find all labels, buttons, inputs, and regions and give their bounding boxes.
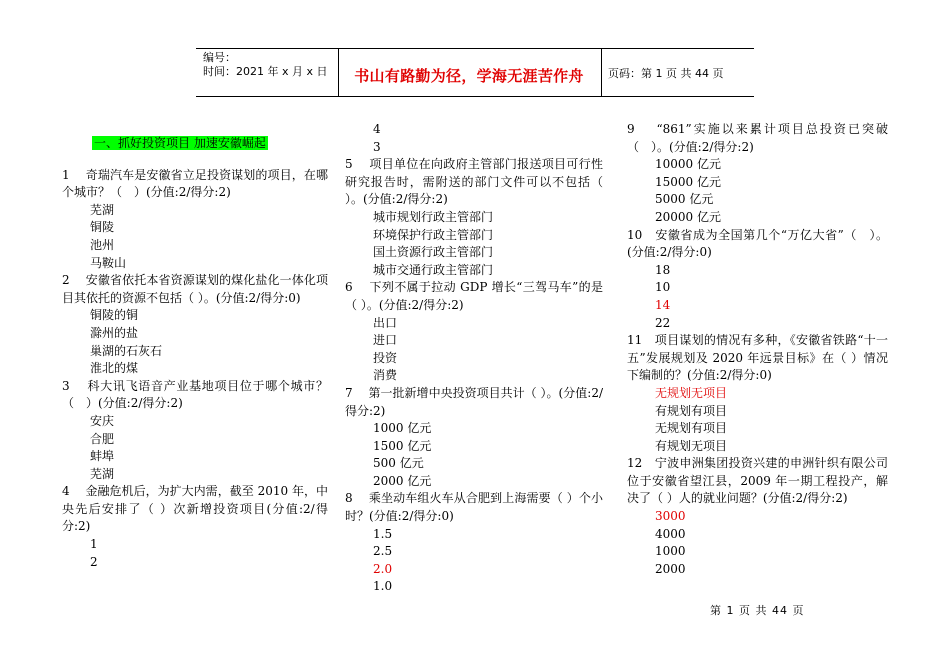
option: 4 <box>373 122 381 136</box>
option: 18 <box>655 262 671 277</box>
option: 2 <box>90 554 98 569</box>
option: 城市交通行政主管部门 <box>373 262 494 277</box>
option: 蚌埠 <box>90 449 115 464</box>
question-7: 7 第一批新增中央投资项目共计（ ）。(分值:2/得分:2) <box>345 385 603 418</box>
column-2 <box>345 121 603 596</box>
column-3 <box>627 121 888 578</box>
option: 10 <box>655 280 671 295</box>
question-3: 3 科大讯飞语音产业基地项目位于哪个城市？（ ）(分值:2/得分:2) <box>62 378 328 411</box>
option: 1 <box>90 537 98 552</box>
option: 1500 亿元 <box>373 438 432 453</box>
option: 淮北的煤 <box>90 361 139 376</box>
option-marked: 3000 <box>655 509 686 524</box>
option: 10000 亿元 <box>655 157 721 172</box>
section-title: 一、抓好投资项目 加速安徽崛起 <box>94 136 266 150</box>
option: 出口 <box>373 315 398 330</box>
question-2: 2 安徽省依托本省资源谋划的煤化盐化一体化项目其依托的资源不包括（ ）。(分值:2/得分:0) <box>62 273 328 305</box>
option: 马鞍山 <box>90 255 127 270</box>
option: 无规划有项目 <box>655 421 728 436</box>
question-4: 4 金融危机后，为扩大内需，截至 2010 年，中央先后安排了（ ）次新增投资项目(分值:2/得分:2) <box>62 484 328 534</box>
question-10: 10 安徽省成为全国第几个“万亿大省”（ ）。(分值:2/得分:0) <box>627 227 888 260</box>
option: 5000 亿元 <box>655 192 714 207</box>
option: 15000 亿元 <box>655 174 721 189</box>
option: 国土资源行政主管部门 <box>373 245 494 260</box>
header-divider <box>601 49 602 96</box>
option: 有规划有项目 <box>655 403 728 418</box>
option: 投资 <box>373 350 398 365</box>
option: 1000 <box>655 544 686 559</box>
question-6: 6 下列不属于拉动 GDP 增长“三驾马车”的是（ ）。(分值:2/得分:2) <box>345 280 603 312</box>
column-1 <box>62 121 328 571</box>
question-8: 8 乘坐动车组火车从合肥到上海需要（ ）个小时？(分值:2/得分:0) <box>345 491 603 524</box>
option: 1.5 <box>373 526 393 541</box>
page-number-label: 页码：第 1 页 共 44 页 <box>608 67 724 80</box>
option: 芜湖 <box>90 202 115 217</box>
option: 3 <box>373 139 381 154</box>
option: 20000 亿元 <box>655 209 721 224</box>
option: 铜陵的铜 <box>90 308 139 323</box>
question-9: 9 “861”实施以来累计项目总投资已突破（ ）。(分值:2/得分:2) <box>627 122 888 154</box>
question-11: 11 项目谋划的情况有多种，《安徽省铁路“十一五”发展规划及 2020 年远景目标》在（ ）情况下编制的？(分值:2/得分:0) <box>627 333 888 383</box>
option: 2000 <box>655 561 686 576</box>
page-header <box>196 48 754 97</box>
time-label: 时间：2021 年 x 月 x 日 <box>203 65 328 78</box>
option: 进口 <box>373 333 398 348</box>
option: 芜湖 <box>90 466 115 481</box>
option: 有规划无项目 <box>655 438 728 453</box>
option-marked: 2.0 <box>373 561 393 576</box>
option: 2.5 <box>373 544 393 559</box>
option: 环境保护行政主管部门 <box>373 227 494 242</box>
option-marked: 无规划无项目 <box>655 385 728 400</box>
option-marked: 14 <box>655 297 671 312</box>
option: 500 亿元 <box>373 456 424 471</box>
option: 滁州的盐 <box>90 325 139 340</box>
option: 城市规划行政主管部门 <box>373 209 494 224</box>
number-label: 编号： <box>203 51 236 64</box>
option: 铜陵 <box>90 220 115 235</box>
option: 22 <box>655 315 671 330</box>
option: 2000 亿元 <box>373 473 432 488</box>
option: 合肥 <box>90 431 115 446</box>
question-1: 1 奇瑞汽车是安徽省立足投资谋划的项目，在哪个城市？（ ）(分值:2/得分:2) <box>62 167 328 200</box>
header-meta <box>203 51 328 79</box>
option: 4000 <box>655 526 686 541</box>
option: 1000 亿元 <box>373 421 432 436</box>
option: 池州 <box>90 237 115 252</box>
header-motto: 书山有路勤为径，学海无涯苦作舟 <box>354 67 584 85</box>
option: 1.0 <box>373 579 393 594</box>
option: 消费 <box>373 368 398 383</box>
page-footer: 第 1 页 共 44 页 <box>710 604 805 617</box>
option: 巢湖的石灰石 <box>90 343 163 358</box>
question-5: 5 项目单位在向政府主管部门报送项目可行性研究报告时，需附送的部门文件可以不包括（ ）。(分值:2/得分:2) <box>345 157 603 207</box>
question-12: 12 宁波申洲集团投资兴建的申洲针织有限公司位于安徽省望江县，2009 年一期工程投产，解决了（ ）人的就业问题？(分值:2/得分:2) <box>627 456 888 506</box>
option: 安庆 <box>90 413 115 428</box>
